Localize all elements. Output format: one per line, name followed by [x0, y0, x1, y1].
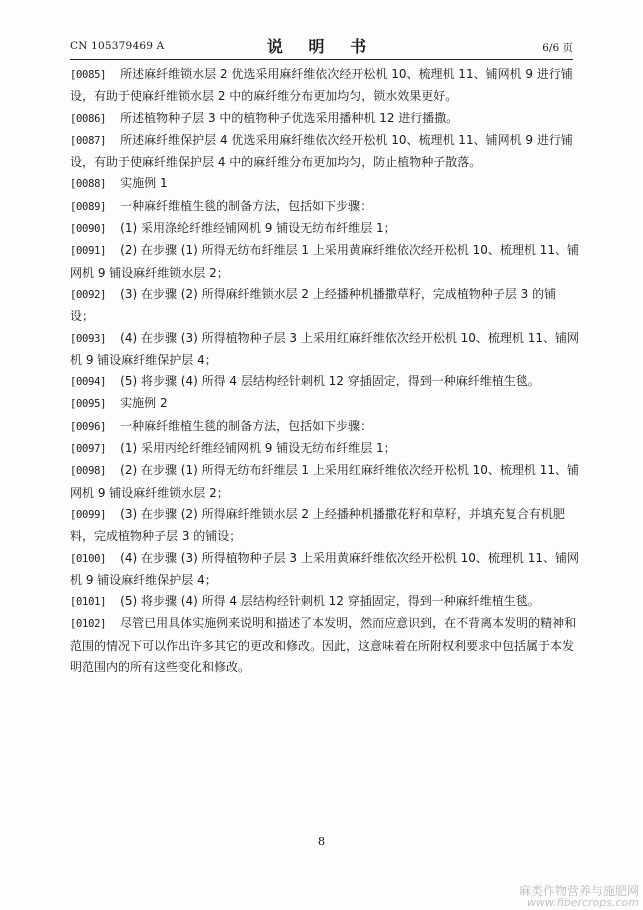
- paragraph: [70, 504, 580, 548]
- header-rule: [70, 59, 573, 60]
- watermark-url: www.fibercrops.com: [526, 896, 639, 909]
- document-title: 说 明 书: [266, 37, 377, 56]
- paragraph-number: [0095]: [70, 398, 107, 411]
- paragraph-number: [0089]: [70, 200, 107, 213]
- paragraph-number: [0093]: [70, 332, 107, 345]
- paragraph-text: 一种麻纤维植生毯的制备方法，包括如下步骤：: [120, 418, 373, 433]
- paragraph: [70, 548, 580, 592]
- paragraph: [70, 460, 580, 504]
- paragraph-text: (1) 采用丙纶纤维经铺网机 9 铺设无纺布纤维层 1；: [120, 441, 396, 456]
- paragraph-number: [0098]: [70, 465, 107, 478]
- paragraph-number: [0085]: [70, 69, 107, 81]
- paragraph: [70, 64, 580, 108]
- paragraph-text: (5) 将步骤 (4) 所得 4 层结构经针刺机 12 穿插固定，得到一种麻纤维植生毯。: [120, 594, 540, 609]
- paragraph: [70, 284, 580, 328]
- paragraph: [70, 240, 580, 284]
- paragraph-number: [0092]: [70, 288, 107, 301]
- paragraph-number: [0086]: [70, 112, 107, 125]
- paragraph: [70, 371, 580, 393]
- paragraph-number: [0088]: [70, 178, 107, 191]
- page-number: 8: [317, 834, 326, 848]
- paragraph: [70, 108, 580, 130]
- paragraph-number: [0090]: [70, 223, 107, 236]
- embodiment-heading: 实施例 1: [120, 176, 168, 191]
- paragraph: [70, 613, 580, 678]
- paragraph: [70, 591, 580, 613]
- paragraph: [70, 328, 580, 372]
- paragraph-number: [0099]: [70, 508, 107, 521]
- paragraph-text: 一种麻纤维植生毯的制备方法，包括如下步骤：: [120, 198, 373, 213]
- paragraph: [70, 196, 580, 218]
- page-indicator: 6/6 页: [542, 42, 573, 54]
- paragraph-text: 所述植物种子层 3 中的植物种子优选采用播种机 12 进行播撒。: [120, 110, 459, 125]
- paragraph: [70, 393, 580, 415]
- paragraph: [70, 438, 580, 460]
- paragraph-text: 尽管已用具体实施例来说明和描述了本发明，然而应意识到，在不背离本发明的精神和范围的情况下可以作出许多其它的更改和修改。因此，这意味着在所附权利要求中包括属于本发明范围内的所有这些变化和修改。: [70, 616, 577, 675]
- paragraph-number: [0094]: [70, 376, 107, 389]
- embodiment-heading: 实施例 2: [120, 396, 168, 411]
- paragraph: [70, 173, 580, 195]
- paragraph: [70, 130, 580, 174]
- paragraph-number: [0097]: [70, 443, 107, 456]
- paragraph-text: (5) 将步骤 (4) 所得 4 层结构经针刺机 12 穿插固定，得到一种麻纤维植生毯。: [120, 374, 540, 389]
- description-body: [70, 64, 580, 678]
- paragraph-number: [0100]: [70, 552, 107, 565]
- paragraph-number: [0102]: [70, 618, 107, 631]
- paragraph-text: (4) 在步骤 (3) 所得植物种子层 3 上采用黄麻纤维依次经开松机 10、梳理机 11、铺网机 9 铺设麻纤维保护层 4；: [70, 550, 580, 587]
- paragraph-text: (3) 在步骤 (2) 所得麻纤维锁水层 2 上经播种机播撒草籽，完成植物种子层 3 的铺设；: [70, 286, 557, 324]
- publication-number: CN 105379469 A: [70, 40, 165, 52]
- paragraph-number: [0087]: [70, 134, 107, 147]
- paragraph-number: [0101]: [70, 596, 107, 609]
- paragraph-text: 所述麻纤维锁水层 2 优选采用麻纤维依次经开松机 10、梳理机 11、铺网机 9 进行铺设，有助于使麻纤维锁水层 2 中的麻纤维分布更加均匀，锁水效果更好。: [70, 67, 573, 104]
- paragraph-number: [0096]: [70, 420, 107, 433]
- paragraph-text: (1) 采用涤纶纤维经铺网机 9 铺设无纺布纤维层 1；: [120, 221, 396, 236]
- watermark-site-name: 麻类作物营养与施肥网: [518, 884, 639, 898]
- paragraph-text: (4) 在步骤 (3) 所得植物种子层 3 上采用红麻纤维依次经开松机 10、梳理机 11、铺网机 9 铺设麻纤维保护层 4；: [70, 330, 580, 367]
- paragraph-number: [0091]: [70, 245, 107, 258]
- paragraph-text: (2) 在步骤 (1) 所得无纺布纤维层 1 上采用黄麻纤维依次经开松机 10、梳理机 11、铺网机 9 铺设麻纤维锁水层 2；: [70, 243, 580, 280]
- paragraph-text: 所述麻纤维保护层 4 优选采用麻纤维依次经开松机 10、梳理机 11、铺网机 9 进行铺设，有助于使麻纤维保护层 4 中的麻纤维分布更加均匀，防止植物种子散落。: [70, 132, 573, 170]
- paragraph-text: (2) 在步骤 (1) 所得无纺布纤维层 1 上采用红麻纤维依次经开松机 10、梳理机 11、铺网机 9 铺设麻纤维锁水层 2；: [70, 463, 580, 500]
- paragraph: [70, 218, 580, 240]
- page-header: [70, 34, 573, 58]
- paragraph: [70, 416, 580, 438]
- paragraph-text: (3) 在步骤 (2) 所得麻纤维锁水层 2 上经播种机播撒花籽和草籽，并填充复合有机肥料，完成植物种子层 3 的铺设；: [70, 506, 565, 544]
